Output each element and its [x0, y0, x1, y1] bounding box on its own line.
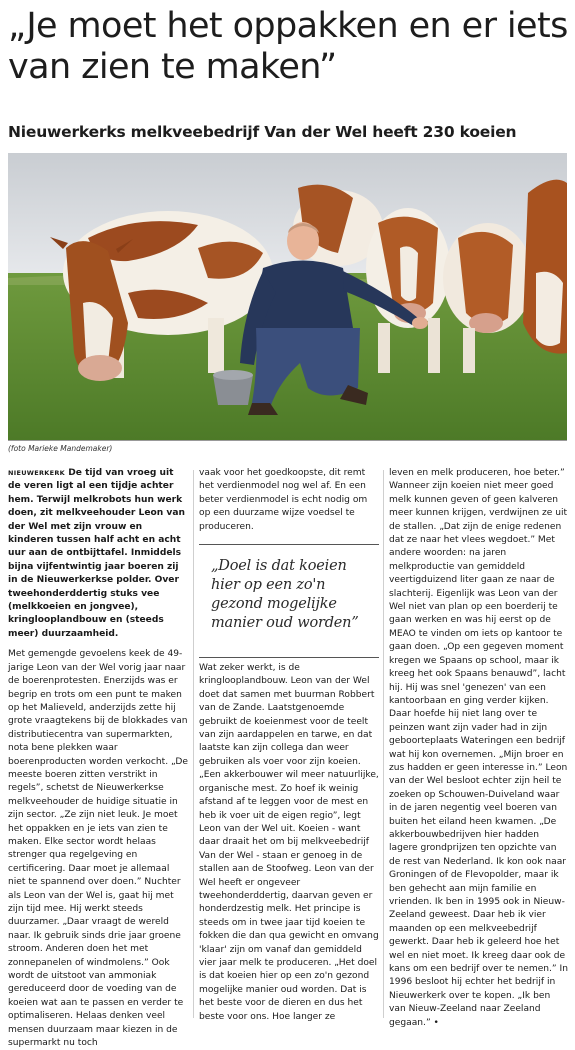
- cows-and-farmer-illustration: [8, 153, 567, 440]
- dateline: NIEUWERKERK: [8, 469, 66, 477]
- column-1-body: Met gemengde gevoelens keek de 49-jarige Leon van der Wel vorig jaar naar de boerenprotesten. Enerzijds was er begrip en trots om een punt te maken op het Malieveld, anderzijds zette hij grote vraagtekens bij de blokkades van distributiecentra van supermarkten, nota bene plekken waar boerenproducten worden verkocht. „De meeste boeren zitten verstrikt in regels”, schetst de Nieuwerkerkse melkveehouder de huidige situatie in zijn sector. „Ze zijn niet leuk. Je moet het oppakken en je iets van zien te maken. Elke sector wordt helaas strenger qua regelgeving en certificering. Daar moet je allemaal niet te spannend over doen.” Nuchter als Leon van der Wel is, gaat hij met zijn tijd mee. Hij werkt steeds duurzamer. „Daar vraagt de wereld naar. Ik gebruik sinds drie jaar groene stroom. Anderen doen het met zonnepanelen of windmolens.” Ook wordt de uitstoot van ammoniak gereduceerd door de voeding van de koeien wat aan te passen en verder te optimaliseren. Helaas denken veel mensen duurzaam maar kiezen in de supermarkt nu toch: [8, 649, 188, 1049]
- article-lead: [8, 467, 189, 641]
- pull-quote: [199, 544, 379, 658]
- article-column-1: [8, 467, 189, 1049]
- subheadline: Nieuwerkerks melkveebedrijf Van der Wel heeft 230 koeien: [8, 123, 517, 141]
- lead-text: De tijd van vroeg uit de veren ligt al een tijdje achter hem. Terwijl melkrobots hun werk doen, zit melkveehouder Leon van der Wel met zijn vrouw en kinderen tussen half acht en acht uur aan de ontbijttafel. Inmiddels bijna vijfentwintig jaar boeren zij in de Nieuwerkerkse polder. Over tweehonderddertig stuks vee (melkkoeien en jongvee), kringlooplandbouw en (steeds meer) duurzaamheid.: [8, 468, 185, 639]
- column-3-body: leven en melk produceren, hoe beter.” Wanneer zijn koeien niet meer goed melk kunnen geven of geen kalveren meer kunnen krijgen, verdwijnen ze uit de stallen. „Dat zijn de enige redenen dat ze naar het vlees wegdoet.” Met andere woorden: na jaren melkproductie van gemiddeld veertigduizend liter gaan ze naar de slachterij. Eigenlijk was Leon van der Wel niet van plan op een boerderij te gaan werken en was hij eerst op de MEAO te vinden om iets op kantoor te gaan doen. „Op een gegeven moment kregen we Spaans op school, maar ik kreeg het ook Spaans benauwd”, lacht hij. Hij was snel 'genezen' van een kantoorbaan en ging verder kijken. Daar hoefde hij niet lang over te peinzen want zijn vader had in zijn geboorteplaats Wateringen een bedrijf wat hij kon overnemen. „Mijn broer en zus hadden er geen interesse in.” Leon van der Wel besloot echter zijn heil te zoeken op Schouwen-Duiveland waar in de jaren negentig veel boeren van buiten het eiland heen kwamen. „De akkerbouwbedrijven hier hadden lagere grondprijzen ten opzichte van de rest van Nederland. Ik kon ook naar Groningen of de Flevopolder, maar ik ben gehecht aan mijn familie en vrienden. Ik ben in 1995 ook in Nieuw-Zeeland geweest. Daar heb ik vier maanden op een melkveebedrijf gewerkt. Daar heb ik geleerd hoe het wel en niet moet. Ik kreeg daar ook de kans om een bedrijf over te nemen.” In 1996 besloot hij echter het bedrijf in Nieuwerkerk over te kopen. „Ik ben van Nieuw-Zeeland naar Zeeland gegaan.” •: [389, 468, 568, 1028]
- article-photo: [8, 153, 567, 441]
- column-divider: [193, 470, 194, 1018]
- headline: „Je moet het oppakken en er iets van zien te maken”: [8, 6, 568, 87]
- pull-quote-text: „Doel is dat koeien hier op een zo'n gezond mogelijke manier oud worden”: [211, 558, 359, 631]
- column-2-body: Wat zeker werkt, is de kringlooplandbouw. Leon van der Wel doet dat samen met buurman Robbert van de Zande. Laatstgenoemde gebruikt de koeienmest voor de teelt van zijn aardappelen en tarwe, en dat laatste kan zijn collega dan weer gebruiken als voer voor zijn koeien. „Een akkerbouwer wil meer natuurlijke, organische mest. Zo hoef ik weinig afstand af te leggen voor de mest en heb ik voer uit de eigen regio”, legt Leon van der Wel uit. Koeien - want daar draait het om bij melkveebedrijf Van der Wel - staan er genoeg in de stallen aan de Stoofweg. Leon van der Wel heeft er ongeveer tweehonderddertig, daarvan geven er honderdzestig melk. Het principe is steeds om in twee jaar tijd koeien te fokken die dan qua gewicht en omvang 'klaar' zijn om vanaf dan gemiddeld vier jaar melk te produceren. „Het doel is dat koeien hier op een zo'n gezond mogelijke manier oud worden. Dat is het beste voor de dieren en dus het beste voor ons. Hoe langer ze: [199, 663, 379, 1022]
- column-divider: [383, 470, 384, 1018]
- column-2-top: vaak voor het goedkoopste, dit remt het verdienmodel nog wel af. En een beter verdienmodel is echt nodig om op een duurzame wijze voedsel te produceren.: [199, 468, 368, 532]
- photo-caption: (foto Marieke Mandemaker): [8, 444, 113, 453]
- article-column-3: [389, 467, 569, 1028]
